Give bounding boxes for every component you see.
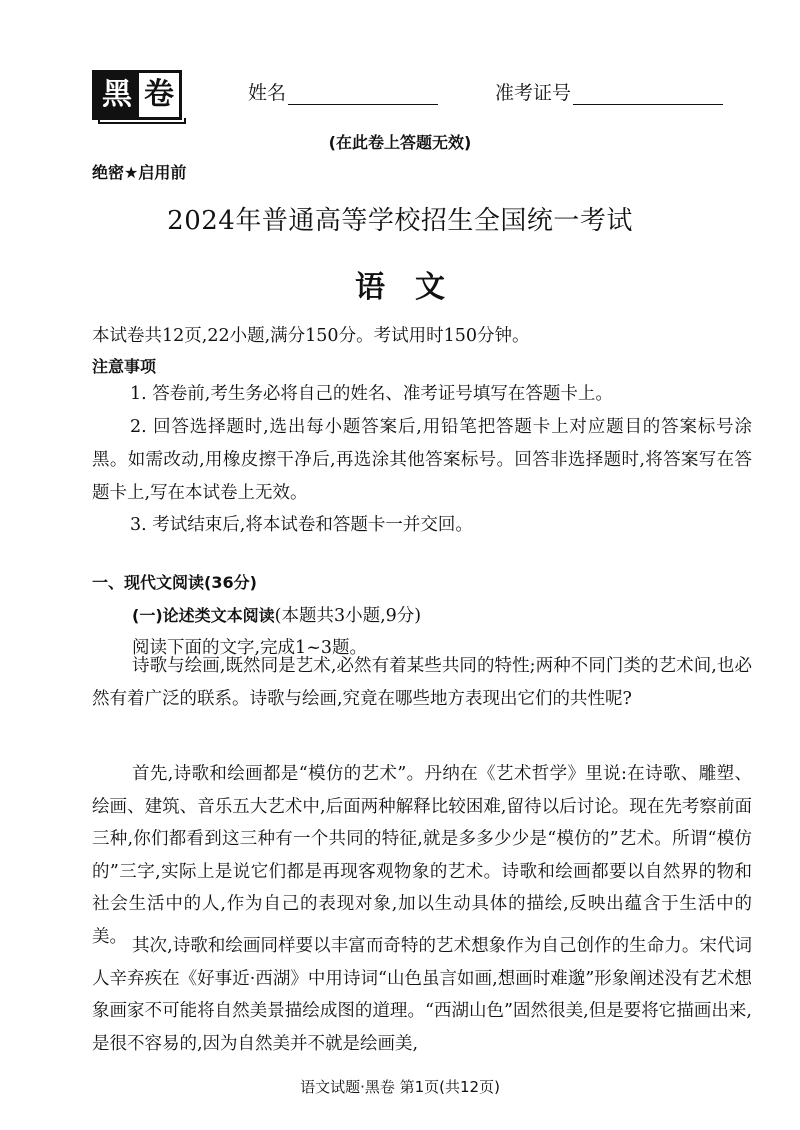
subject-title: 语文: [355, 270, 475, 305]
section-title: 一、现代文阅读(36分): [92, 573, 257, 592]
no-answer-notice: (在此卷上答题无效): [328, 133, 472, 152]
reading-instruction: 阅读下面的文字,完成1~3题。: [132, 638, 367, 658]
subsection-score: (本题共3小题,9分): [274, 606, 422, 626]
exam-id-blank-line: [573, 82, 723, 105]
name-field: [248, 78, 438, 105]
exam-id-field: [495, 78, 723, 105]
logo-char-right: 卷: [144, 77, 174, 112]
exam-id-label: 准考证号: [495, 82, 572, 104]
heijuan-logo: [92, 70, 190, 126]
name-label: 姓名: [248, 82, 287, 104]
logo-char-left: 黑: [95, 73, 139, 117]
exam-title: 2024年普通高等学校招生全国统一考试: [167, 206, 633, 236]
note-item-2: 2. 回答选择题时,选出每小题答案后,用铅笔把答题卡上对应题目的答案标号涂黑。如需改动,用橡皮擦干净后,再选涂其他答案标号。回答非选择题时,将答案写在答题卡上,写在本试卷上无效。: [92, 417, 752, 503]
note-item-1: 1. 答卷前,考生务必将自己的姓名、准考证号填写在答题卡上。: [130, 384, 613, 404]
secret-label: 绝密★启用前: [92, 163, 187, 182]
logo-book-base: [98, 118, 186, 124]
logo-frame: [92, 70, 182, 120]
page-footer: 语文试题·黑卷 第1页(共12页): [300, 1078, 500, 1096]
passage-paragraph-1: 诗歌与绘画,既然同是艺术,必然有着某些共同的特性;两种不同门类的艺术间,也必然有着广泛的联系。诗歌与绘画,究竟在哪些地方表现出它们的共性呢?: [92, 656, 752, 709]
passage-paragraph-3: 其次,诗歌和绘画同样要以丰富而奇特的艺术想象作为自己创作的生命力。宋代词人辛弃疾在《好事近·西湖》中用诗词“山色虽言如画,想画时难邈”形象阐述没有艺术想象画家不可能将自然美景描绘成图的道理。“西湖山色”固然很美,但是要将它描画出来,是很不容易的,因为自然美并不就是绘画美,: [92, 936, 752, 1054]
note-item-3: 3. 考试结束后,将本试卷和答题卡一并交回。: [130, 515, 473, 535]
exam-intro: 本试卷共12页,22小题,满分150分。考试用时150分钟。: [92, 326, 530, 346]
notes-heading: 注意事项: [92, 357, 157, 376]
subsection-title: [132, 602, 421, 627]
name-blank-line: [288, 82, 438, 105]
subsection-name: (一)论述类文本阅读: [132, 606, 275, 625]
passage-paragraph-2: 首先,诗歌和绘画都是“模仿的艺术”。丹纳在《艺术哲学》里说:在诗歌、雕塑、绘画、建筑、音乐五大艺术中,后面两种解释比较困难,留待以后讨论。现在先考察前面三种,你们都看到这三种有一个共同的特征,就是多多少少是“模仿的”艺术。所谓“模仿的”三字,实际上是说它们都是再现客观物象的艺术。诗歌和绘画都要以自然界的物和社会生活中的人,作为自己的表现对象,加以生动具体的描绘,反映出蕴含于生活中的美。: [92, 764, 752, 947]
